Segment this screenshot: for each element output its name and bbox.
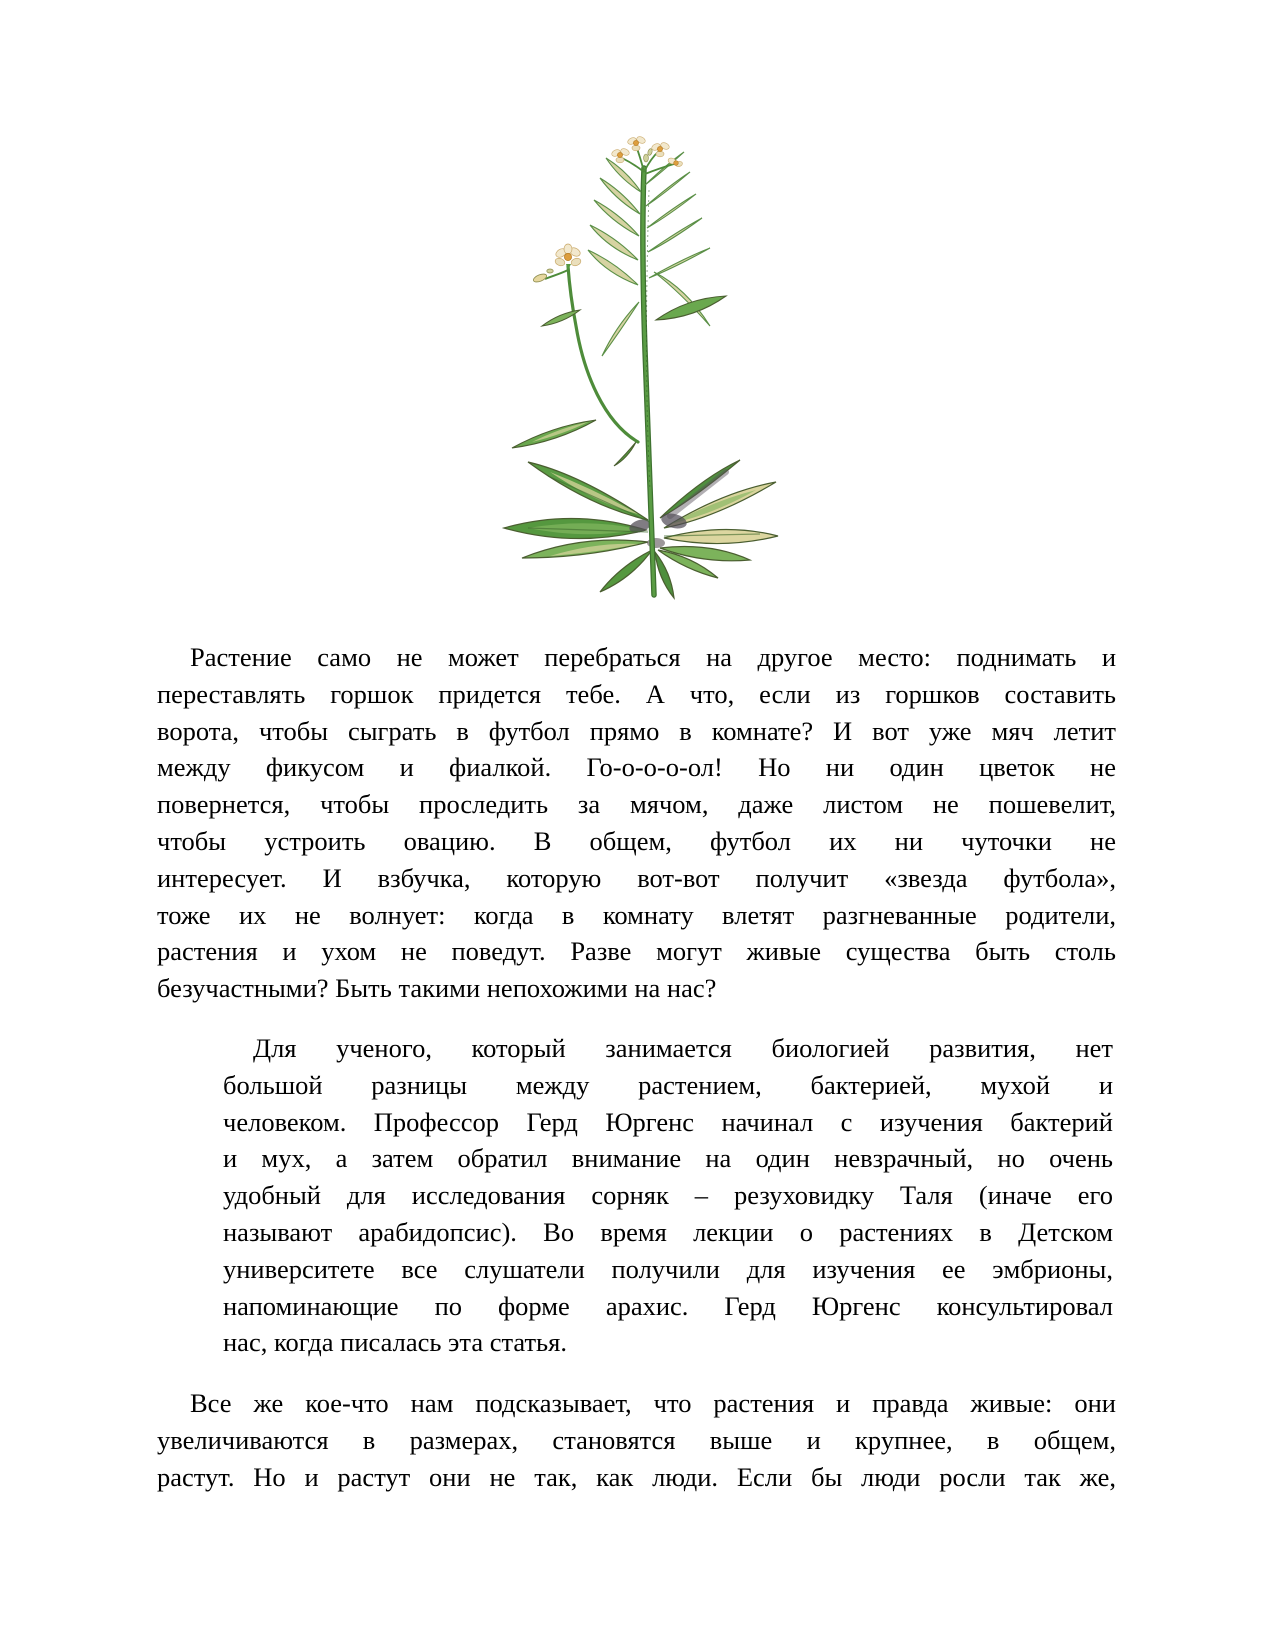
plant-rosette <box>504 460 778 598</box>
branch-flower-icon <box>554 244 582 270</box>
text-line: увеличиваются в размерах, становятся выше и крупнее, в общем, <box>157 1424 1116 1455</box>
plant-seed-pods <box>588 152 710 356</box>
text-line: Растение само не может перебраться на другое место: поднимать и <box>190 642 1116 672</box>
paragraph-3 <box>157 1385 1116 1495</box>
text-line: чтобы устроить овацию. В общем, футбол их ни чуточки не <box>157 825 1116 856</box>
plant-illustration <box>488 130 800 600</box>
top-flower-icon <box>611 135 683 167</box>
paragraph-1 <box>157 639 1116 1007</box>
text-line: повернется, чтобы проследить за мячом, даже листом не пошевелит, <box>157 789 1116 820</box>
text-line: нас, когда писалась эта статья. <box>223 1327 567 1358</box>
text-line: университете все слушатели получили для изучения ее эмбрионы, <box>223 1253 1113 1284</box>
text-line: называют арабидопсис). Во время лекции о растениях в Детском <box>223 1216 1113 1247</box>
text-line: растут. Но и растут они не так, как люди. Если бы люди росли так же, <box>157 1461 1116 1492</box>
text-line: интересует. И взбучка, которую вот-вот получит «звезда футбола», <box>157 862 1116 893</box>
text-line: Все же кое-что нам подсказывает, что растения и правда живые: они <box>190 1388 1116 1418</box>
plant-top-flowers <box>611 135 683 174</box>
text-line: растения и ухом не поведут. Разве могут живые существа быть столь <box>157 936 1116 967</box>
block-quote-paragraph <box>223 1030 1113 1361</box>
plant-stem-leaves <box>614 296 726 466</box>
text-line: ворота, чтобы сыграть в футбол прямо в комнате? И вот уже мяч летит <box>157 715 1116 746</box>
text-line: человеком. Профессор Герд Юргенс начинал с изучения бактерий <box>223 1106 1113 1137</box>
text-line: напоминающие по форме арахис. Герд Юргенс консультировал <box>223 1290 1113 1321</box>
text-line: безучастными? Быть такими непохожими на нас? <box>157 973 717 1004</box>
text-line: удобный для исследования сорняк – резуховидку Таля (иначе его <box>223 1180 1113 1211</box>
text-line: Для ученого, который занимается биологией развития, нет <box>253 1033 1113 1063</box>
text-line: между фикусом и фиалкой. Го-о-о-о-ол! Но ни один цветок не <box>157 752 1116 783</box>
text-line: переставлять горшок придется тебе. А что, если из горшков составить <box>157 678 1116 709</box>
text-line: и мух, а затем обратил внимание на один невзрачный, но очень <box>223 1143 1113 1174</box>
text-line: большой разницы между растением, бактерией, мухой и <box>223 1069 1113 1100</box>
text-line: тоже их не волнует: когда в комнату влетят разгневанные родители, <box>157 899 1116 930</box>
